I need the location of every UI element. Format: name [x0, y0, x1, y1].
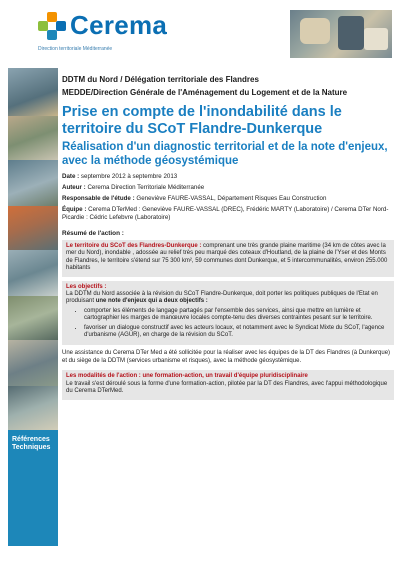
list-item: • favoriser un dialogue constructif avec les acteurs locaux, et notamment avec le Syndicat Mixte du SCoT, l'agence d'urbanisme (AGUR), en charge de la révision du SCoT. — [84, 325, 390, 340]
org-line-2: MEDDE/Direction Générale de l'Aménagement du Logement et de la Nature — [62, 88, 348, 97]
photo-tile — [8, 250, 58, 296]
cerema-logo — [38, 10, 167, 41]
header-photo — [290, 10, 392, 58]
photo-tile — [8, 340, 58, 386]
page-subtitle: Réalisation d'un diagnostic territorial et de la note d'enjeux, avec la méthode géosystémique — [62, 141, 388, 167]
modalities-panel — [62, 370, 394, 399]
list-item: • comporter les éléments de langage partagés par l'ensemble des services, ainsi que mettre en lumière et cartographier les marges de manœuvre locales compte-tenu des diverses contraintes pesant sur le territoire. — [84, 308, 390, 323]
cerema-logo-icon — [38, 12, 66, 40]
summary-panel — [62, 240, 394, 277]
responsible-row: Responsable de l'étude : Geneviève FAURE-VASSAL, Département Risques Eau Construction — [62, 195, 327, 202]
modalities-paragraph: Le travail s'est déroulé sous la forme d'une formation-action, pilotée par la DT des Flandres, avec l'appui méthodologique du Cerema DTerMed. — [66, 380, 388, 395]
main-content — [62, 74, 394, 400]
photo-tile — [8, 386, 58, 430]
modalities-heading: Les modalités de l'action : une formation-action, un travail d'équipe pluridisciplinaire — [66, 373, 308, 380]
brand-name: Cerema — [70, 10, 168, 40]
objectives-heading: Les objectifs : — [66, 283, 107, 290]
objectives-panel — [62, 281, 394, 346]
summary-heading: Résumé de l'action : — [62, 230, 124, 237]
photo-tile — [8, 296, 58, 340]
photo-tile — [8, 68, 58, 116]
team-row: Équipe : Cerema DTerMed : Geneviève FAURE-VASSAL (DREC), Frédéric MARTY (Laboratoire) / Cerema DTer Nord-Picardie : Cédric Lefebvre (Laboratoire) — [62, 206, 389, 221]
photo-tile — [8, 206, 58, 250]
header — [0, 0, 400, 62]
photo-tile — [8, 160, 58, 206]
references-techniques-band — [8, 430, 58, 546]
author-row: Auteur : Cerema Direction Territoriale Méditerranée — [62, 184, 205, 191]
org-line: DDTM du Nord / Délégation territoriale des Flandres — [62, 75, 259, 84]
assistance-paragraph: Une assistance du Cerema DTer Med a été sollicitée pour la réaliser avec les équipes de la DT des Flandres (à Dunkerque) et du siège de la DDTM (services urbanisme et risques), avec la méthode géosystémique. — [62, 350, 391, 364]
objectives-intro: La DDTM du Nord associée à la révision du SCoT Flandre-Dunkerque, doit porter les politiques publiques de l'Etat en produisant une note d'enjeux qui a deux objectifs : — [66, 291, 378, 305]
date-row: Date : septembre 2012 à septembre 2013 — [62, 173, 178, 180]
references-techniques-label: Références Techniques — [12, 436, 51, 451]
photo-tile — [8, 116, 58, 160]
metadata-block — [62, 173, 394, 222]
brand-subtitle: Direction territoriale Méditerranée — [38, 46, 113, 52]
summary-paragraph: Le territoire du SCoT des Flandres-Dunkerque : comprenant une très grande plaine maritime (34 km de côtes avec la mer du Nord), inondable , adossée au relief très peu marqué des coteaux d'Houtland, de la plaine de l'Yser et des Monts de Flandres, le territoire s'étend sur 75 300 km², 59 communes dont Dunkerque, et 5 intercommunalités, environ 255.000 habitants — [66, 243, 388, 272]
page-title: Prise en compte de l'inondabilité dans le territoire du SCoT Flandre-Dunkerque — [62, 104, 342, 137]
objectives-list — [66, 308, 390, 340]
